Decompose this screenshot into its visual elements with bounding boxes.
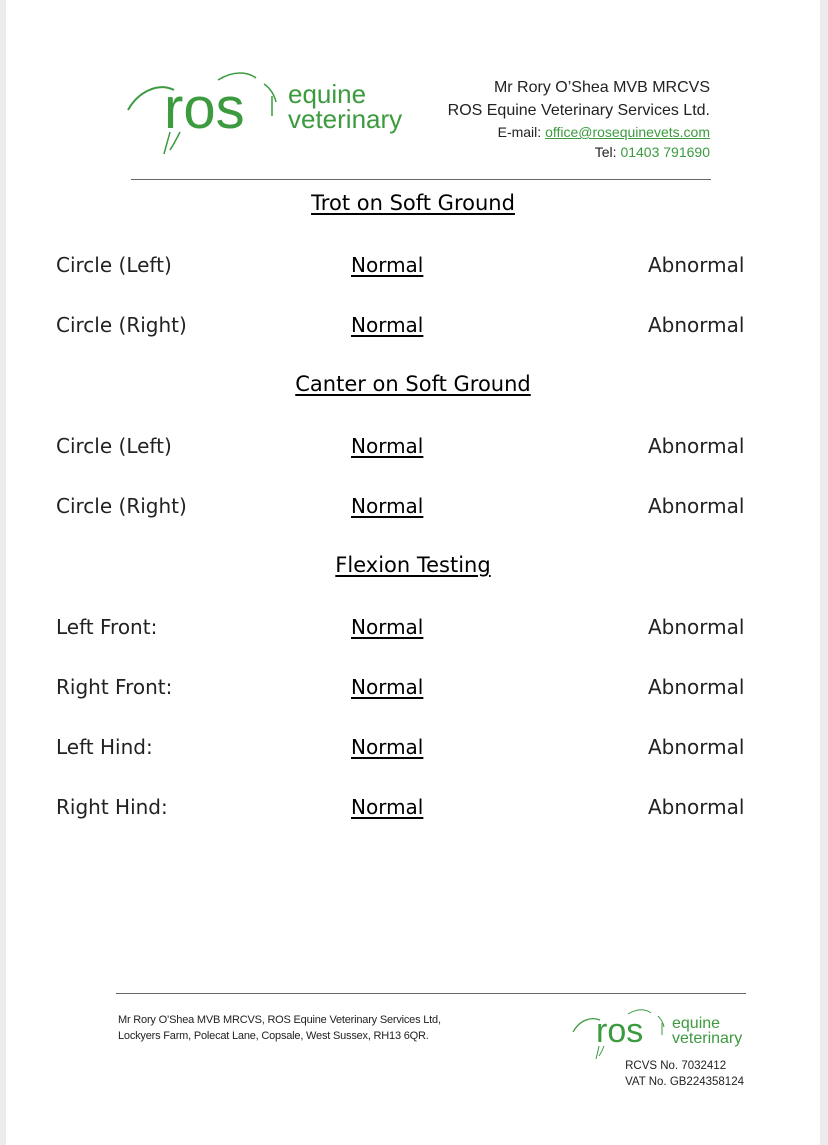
option-normal: Normal <box>351 253 424 277</box>
option-abnormal: Abnormal <box>648 494 745 518</box>
option-normal: Normal <box>351 735 424 759</box>
logo-word-veterinary: veterinary <box>672 1030 743 1048</box>
logo-word-equine: equine <box>672 1015 721 1032</box>
footer-divider <box>116 993 746 994</box>
option-abnormal: Abnormal <box>648 795 745 819</box>
email-line <box>448 122 710 142</box>
tel-label: Tel: <box>594 144 617 160</box>
option-normal: Normal <box>351 313 424 337</box>
vet-name: Mr Rory O’Shea MVB MRCVS <box>493 79 710 96</box>
table-row <box>6 675 820 705</box>
table-row <box>6 735 820 765</box>
svg-text:ros: ros <box>164 76 245 141</box>
logo-word-equine: equine <box>288 79 367 109</box>
section-title-trot: Trot on Soft Ground <box>311 191 515 215</box>
option-normal: Normal <box>351 615 424 639</box>
svg-text:ros: ros <box>596 1012 644 1050</box>
option-abnormal: Abnormal <box>648 735 745 759</box>
table-row <box>6 434 820 464</box>
vat-number: VAT No. GB224358124 <box>625 1076 744 1088</box>
table-row <box>6 615 820 645</box>
company-name: ROS Equine Veterinary Services Ltd. <box>447 102 710 119</box>
footer-address <box>118 1012 441 1044</box>
tel-line <box>448 142 710 162</box>
option-abnormal: Abnormal <box>648 313 745 337</box>
table-row <box>6 494 820 524</box>
section-title-flexion: Flexion Testing <box>335 553 491 577</box>
row-label: Left Hind: <box>56 735 153 759</box>
table-row <box>6 313 820 343</box>
header-logo <box>124 66 404 162</box>
email-link[interactable]: office@rosequinevets.com <box>545 124 710 140</box>
option-abnormal: Abnormal <box>648 253 745 277</box>
row-label: Right Front: <box>56 675 173 699</box>
option-normal: Normal <box>351 795 424 819</box>
footer-logo <box>570 1006 750 1062</box>
option-normal: Normal <box>351 434 424 458</box>
header-divider <box>131 179 711 180</box>
registration-info <box>625 1058 744 1090</box>
ros-logo-mark <box>570 1006 670 1062</box>
row-label: Circle (Left) <box>56 434 172 458</box>
tel-number: 01403 791690 <box>620 144 710 160</box>
rcvs-number: RCVS No. 7032412 <box>625 1060 727 1072</box>
option-abnormal: Abnormal <box>648 434 745 458</box>
row-label: Circle (Right) <box>56 494 187 518</box>
option-abnormal: Abnormal <box>648 615 745 639</box>
header-contact <box>448 76 710 162</box>
row-label: Left Front: <box>56 615 158 639</box>
table-row <box>6 253 820 283</box>
row-label: Circle (Left) <box>56 253 172 277</box>
ros-logo-mark <box>124 66 284 162</box>
logo-word-veterinary: veterinary <box>288 103 403 134</box>
section-title-canter: Canter on Soft Ground <box>295 372 531 396</box>
footer-address-line: Lockyers Farm, Polecat Lane, Copsale, West Sussex, RH13 6QR. <box>118 1030 429 1042</box>
email-label: E-mail: <box>497 124 542 140</box>
option-normal: Normal <box>351 494 424 518</box>
option-normal: Normal <box>351 675 424 699</box>
row-label: Right Hind: <box>56 795 168 819</box>
footer-address-line: Mr Rory O’Shea MVB MRCVS, ROS Equine Veterinary Services Ltd, <box>118 1014 441 1026</box>
row-label: Circle (Right) <box>56 313 187 337</box>
document-page <box>6 0 820 1145</box>
table-row <box>6 795 820 825</box>
option-abnormal: Abnormal <box>648 675 745 699</box>
